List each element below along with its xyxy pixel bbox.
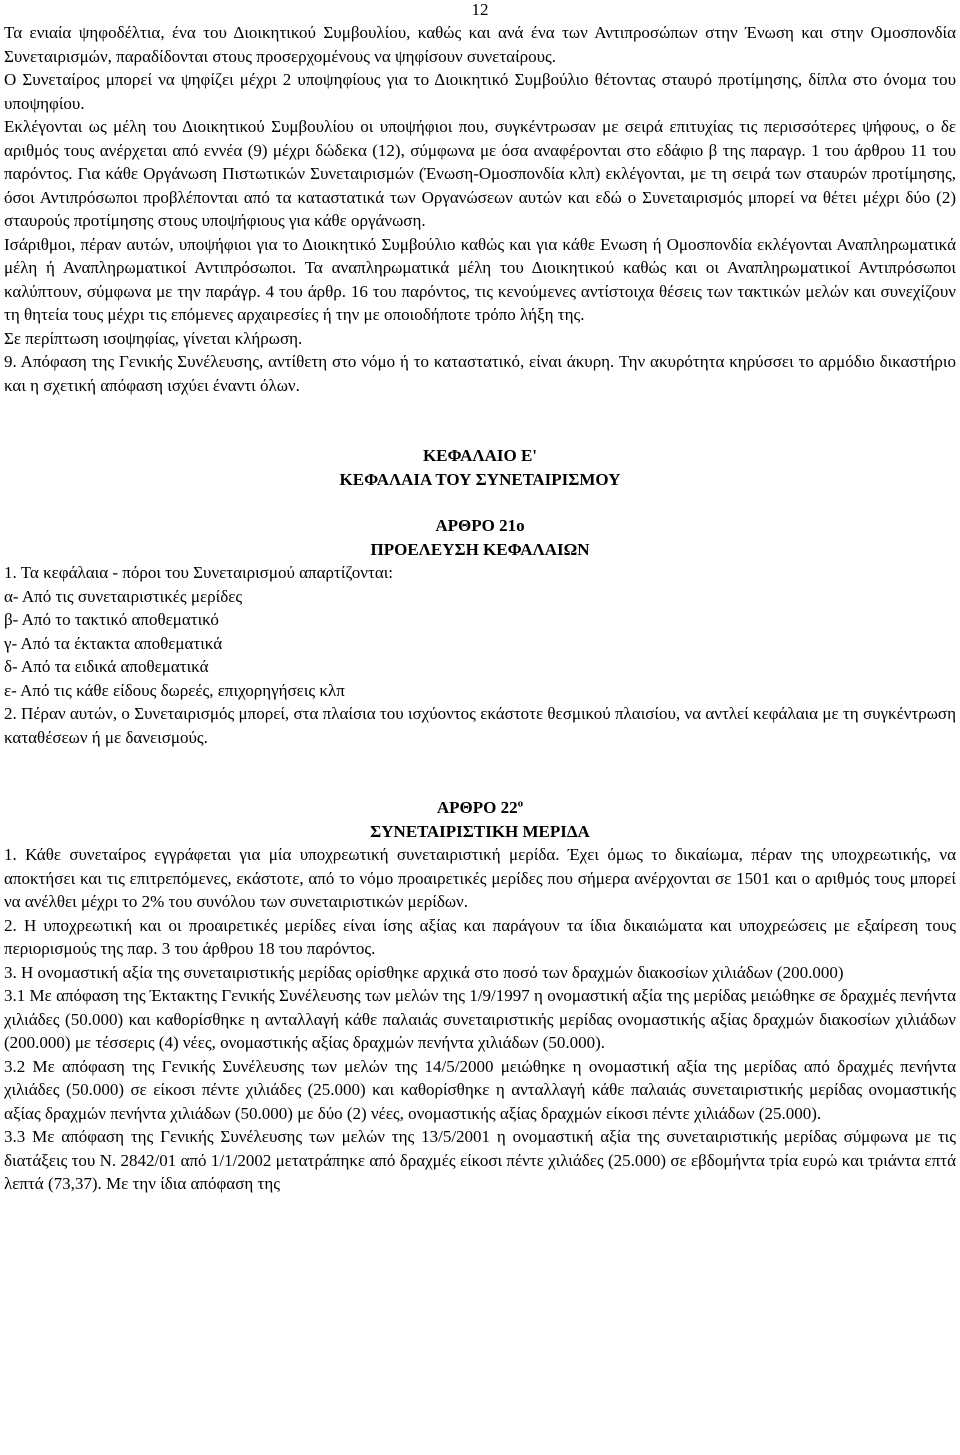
- paragraph: 3.2 Με απόφαση της Γενικής Συνέλευσης των μελών της 14/5/2000 μειώθηκε η ονομαστική αξία της μερίδας από δραχμές πενήντα χιλιάδες (50.000) σε είκοσι πέντε χιλιάδες (25.000) και καθορίσθηκε η ανταλλαγή κάθε παλαιάς συνεταιριστικής μερίδας ονομαστικής αξίας δραχμών πενήντα χιλιάδων (50.000) με δύο (2) νέες, ονομαστικής αξίας δραχμών είκοσι πέντε χιλιάδων (25.000).: [4, 1056, 956, 1123]
- paragraph: Ο Συνεταίρος μπορεί να ψηφίζει μέχρι 2 υποψηφίους για το Διοικητικό Συμβούλιο θέτοντας σταυρό προτίμησης, δίπλα στο όνομα του υποψηφίου.: [4, 70, 956, 113]
- paragraph: 3. Η ονομαστική αξία της συνεταιριστικής μερίδας ορίσθηκε αρχικά στο ποσό των δραχμών διακοσίων χιλιάδων (200.000): [4, 962, 844, 982]
- article-22-heading: ΣΥΝΕΤΑΙΡΙΣΤΙΚΗ ΜΕΡΙΔΑ: [370, 821, 590, 841]
- list-item: δ- Από τα ειδικά αποθεματικά: [4, 657, 209, 676]
- paragraph: Τα ενιαία ψηφοδέλτια, ένα του Διοικητικού Συμβουλίου, καθώς και ανά ένα των Αντιπροσώπων στην Ένωση και στην Ομοσπονδία Συνεταιρισμών, παραδίδονται στους προσερχομένους να ψηφίσουν συνεταίρους.: [4, 23, 956, 66]
- paragraph: Εκλέγονται ως μέλη του Διοικητικού Συμβουλίου οι υποψήφιοι που, συγκέντρωσαν με σειρά επιτυχίας τις περισσότερες ψήφους, ο δε αριθμός τους ανέρχεται από εννέα (9) μέχρι δώδεκα (12), σύμφωνα με όσα αναφέρονται στο εδάφιο β της παραγρ. 1 του άρθρου 11 του παρόντος. Για κάθε Οργάνωση Πιστωτικών Συνεταιρισμών (Ένωση-Ομοσπονδία κλπ) εκλέγονται, με τη σειρά των σταυρών προτίμησης, όσοι Αντιπρόσωποι προβλέπονται από τα καταστατικά των Οργανώσεων αυτών και εδώ ο Συνεταιρισμός μπορεί να θέτει μέχρι δύο (2) σταυρούς προτίμησης στους υποψήφιους για κάθε οργάνωση.: [4, 117, 956, 230]
- article-22-title-text: ΑΡΘΡΟ 22: [436, 798, 518, 817]
- paragraph: Σε περίπτωση ισοψηφίας, γίνεται κλήρωση.: [4, 328, 303, 348]
- page-number: 12: [471, 0, 489, 19]
- list-item: γ- Από τα έκτακτα αποθεματικά: [4, 633, 223, 653]
- article-22-title: [4, 796, 956, 820]
- paragraph: 2. Πέραν αυτών, ο Συνεταιρισμός μπορεί, στα πλαίσια του ισχύοντος εκάστοτε θεσμικού πλαισίου, να αντλεί κεφάλαια με τη συγκέντρωση καταθέσεων ή με δανεισμούς.: [4, 704, 956, 747]
- chapter-subtitle: ΚΕΦΑΛΑΙΑ ΤΟΥ ΣΥΝΕΤΑΙΡΙΣΜΟΥ: [339, 469, 621, 489]
- paragraph: 3.3 Με απόφαση της Γενικής Συνέλευσης των μελών της 13/5/2001 η ονομαστική αξία της συνεταιριστικής μερίδας σύμφωνα με τις διατάξεις του Ν. 2842/01 από 1/1/2002 μετατράπηκε από δραχμές είκοσι πέντε χιλιάδες (25.000) σε εβδομήντα τρία ευρώ και τριάντα επτά λεπτά (73,37). Με την ίδια απόφαση της: [4, 1127, 956, 1193]
- paragraph: 3.1 Με απόφαση της Έκτακτης Γενικής Συνέλευσης των μελών της 1/9/1997 η ονομαστική αξία της μερίδας μειώθηκε σε δραχμές πενήντα χιλιάδες (50.000) και καθορίσθηκε η ανταλλαγή κάθε παλαιάς συνεταιριστικής μερίδας ονομαστικής αξίας δραχμών διακοσίων χιλιάδων (200.000) με τέσσερις (4) νέες, ονομαστικής αξίας δραχμών πενήντα χιλιάδων (50.000).: [4, 986, 956, 1052]
- list-item: α- Από τις συνεταιριστικές μερίδες: [4, 586, 243, 606]
- article-21-title: ΑΡΘΡΟ 21ο: [435, 516, 525, 535]
- list-item: ε- Από τις κάθε είδους δωρεές, επιχορηγήσεις κλπ: [4, 680, 345, 700]
- paragraph: 9. Απόφαση της Γενικής Συνέλευσης, αντίθετη στο νόμο ή το καταστατικό, είναι άκυρη. Την ακυρότητα κηρύσσει το αρμόδιο δικαστήριο και η σχετική απόφαση ισχύει έναντι όλων.: [4, 352, 956, 395]
- article-21-heading: ΠΡΟΕΛΕΥΣΗ ΚΕΦΑΛΑΙΩΝ: [370, 539, 590, 559]
- document-body: [4, 21, 956, 1196]
- chapter-title: ΚΕΦΑΛΑΙΟ Ε': [422, 446, 538, 465]
- paragraph: 1. Τα κεφάλαια - πόροι του Συνεταιρισμού απαρτίζονται:: [4, 563, 394, 582]
- list-item: β- Από το τακτικό αποθεματικό: [4, 610, 219, 629]
- article-22-title-superscript: ο: [517, 797, 524, 810]
- paragraph: Ισάριθμοι, πέραν αυτών, υποψήφιοι για το Διοικητικό Συμβούλιο καθώς και για κάθε Ενωση ή Ομοσπονδία εκλέγονται Αναπληρωματικά μέλη ή Αναπληρωματικοί Αντιπρόσωποι. Τα αναπληρωματικά μέλη του Διοικητικού καθώς και οι Αναπληρωματικοί Αντιπρόσωποι καλύπτουν, σύμφωνα με την παράγρ. 4 του άρθρ. 16 του παρόντος, τις κενούμενες αντίστοιχα θέσεις των τακτικών μελών και συνεχίζουν τη θητεία τους μέχρι τις επόμενες αρχαιρεσίες ή την με οποιοδήποτε τρόπο λήξη της.: [4, 234, 956, 324]
- paragraph: 2. Η υποχρεωτική και οι προαιρετικές μερίδες είναι ίσης αξίας και παράγουν τα ίδια δικαιώματα και υποχρεώσεις με εξαίρεση τους περιορισμούς της παρ. 3 του άρθρου 18 του παρόντος.: [4, 915, 956, 958]
- paragraph: 1. Κάθε συνεταίρος εγγράφεται για μία υποχρεωτική συνεταιριστική μερίδα. Έχει όμως το δικαίωμα, πέραν της υποχρεωτικής, να αποκτήσει και τις επιτρεπόμενες, εκάστοτε, από το νόμο προαιρετικές μερίδες που σήμερα ανέρχονται σε 1501 και ο αριθμός τους μπορεί να ανέλθει μέχρι το 2% του συνόλου των συνεταιριστικών μερίδων.: [4, 845, 956, 911]
